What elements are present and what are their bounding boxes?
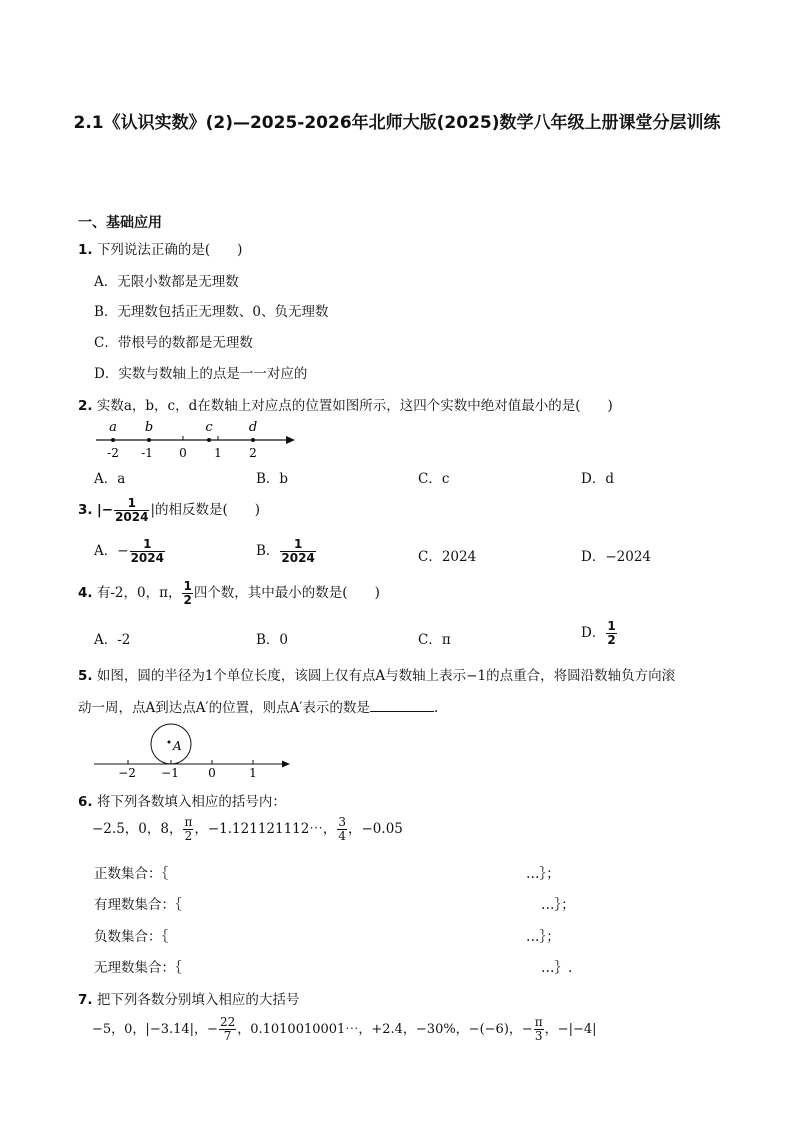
q1-option-a: A．无限小数都是无理数 bbox=[94, 274, 239, 290]
q2-option-a: A．a bbox=[94, 471, 126, 487]
tick-label: 2 bbox=[249, 446, 257, 460]
question-number: 5. bbox=[78, 668, 93, 684]
fraction-denominator: 7 bbox=[219, 1029, 236, 1043]
fraction-numerator: 1 bbox=[183, 579, 192, 593]
fraction-numerator: 1 bbox=[293, 537, 303, 551]
question-stem: 动一周，点A到达点A′的位置，则点A′表示的数是 bbox=[78, 700, 370, 716]
set-positive-end: …｝； bbox=[526, 866, 560, 882]
number-list-text: ，−1.121121112⋯， bbox=[194, 821, 337, 837]
section-heading: 一、基础应用 bbox=[78, 215, 162, 231]
tick-label: 1 bbox=[214, 446, 222, 460]
q3-option-b bbox=[256, 538, 317, 565]
fraction-numerator: 1 bbox=[127, 496, 136, 510]
answer-blank[interactable] bbox=[370, 699, 434, 712]
fraction-numerator: π bbox=[184, 815, 193, 829]
fraction-denominator: 2 bbox=[607, 633, 616, 647]
fraction-denominator: 2024 bbox=[281, 551, 315, 565]
q4-option-d bbox=[581, 620, 618, 647]
fraction-denominator: 2024 bbox=[115, 510, 149, 524]
question-stem: 下列说法正确的是( ) bbox=[96, 242, 243, 258]
question-stem: 四个数，其中最小的数是( ) bbox=[193, 585, 380, 601]
question-5-line2 bbox=[78, 696, 438, 716]
set-positive-label: 正数集合：｛ bbox=[94, 866, 169, 882]
number-line-figure bbox=[90, 415, 300, 463]
point-label-a: a bbox=[109, 420, 117, 435]
question-number: 2. bbox=[78, 398, 93, 414]
question-4 bbox=[78, 580, 380, 607]
tick-label: -2 bbox=[107, 446, 119, 460]
fraction bbox=[130, 538, 165, 565]
period: . bbox=[433, 700, 439, 716]
fraction-denominator: 4 bbox=[338, 829, 346, 843]
question-6 bbox=[78, 790, 286, 810]
question-stem: 将下列各数填入相应的括号内： bbox=[96, 794, 286, 810]
set-irrational-label: 无理数集合：｛ bbox=[94, 960, 182, 976]
page-title: 2.1《认识实数》(2)—2025-2026年北师大版(2025)数学八年级上册课堂分层训练 bbox=[73, 113, 721, 133]
fraction-numerator: 1 bbox=[143, 537, 152, 551]
q2-option-b: B．b bbox=[256, 471, 289, 487]
axis-arrow bbox=[286, 436, 295, 444]
q4-option-b: B．0 bbox=[256, 632, 289, 648]
fraction bbox=[606, 620, 616, 647]
fraction bbox=[337, 816, 347, 843]
option-label: B． bbox=[256, 543, 280, 559]
question-stem: 实数a，b，c，d在数轴上对应点的位置如图所示，这四个实数中绝对值最小的是( ) bbox=[96, 398, 613, 414]
point-c bbox=[207, 438, 211, 442]
fraction-denominator: 2 bbox=[184, 829, 193, 843]
number-list-text: ，−0.05 bbox=[348, 821, 403, 837]
number-list-text: ，−|−4| bbox=[544, 1022, 597, 1037]
set-rational-end: …｝； bbox=[541, 897, 575, 913]
fraction-numerator: 1 bbox=[607, 619, 616, 633]
q3-option-d: D．−2024 bbox=[581, 549, 651, 565]
question-number: 4. bbox=[78, 585, 93, 601]
question-5 bbox=[78, 664, 675, 684]
question-7 bbox=[78, 988, 299, 1008]
fraction-numerator: π bbox=[534, 1015, 543, 1029]
q1-option-d: D．实数与数轴上的点是一一对应的 bbox=[94, 366, 308, 382]
fraction bbox=[280, 538, 315, 565]
set-negative-label: 负数集合：｛ bbox=[94, 929, 169, 945]
question-stem: |的相反数是( ) bbox=[150, 502, 261, 518]
number-list-text: ，0.1010010001⋯，+2.4，−30%，−(−6)，− bbox=[237, 1022, 533, 1037]
tick-label: -1 bbox=[141, 446, 153, 460]
fraction bbox=[219, 1016, 236, 1043]
question-number: 7. bbox=[78, 992, 93, 1008]
question-2 bbox=[78, 394, 613, 414]
tick-label: 0 bbox=[208, 766, 216, 780]
number-list-text: −5，0，|−3.14|，− bbox=[92, 1022, 218, 1037]
number-list-text: −2.5，0，8， bbox=[92, 821, 183, 837]
point-a-dot bbox=[168, 741, 171, 744]
axis-arrow bbox=[282, 761, 290, 768]
tick-label: −2 bbox=[118, 766, 136, 780]
q2-option-c: C．c bbox=[418, 471, 450, 487]
point-label-a: A bbox=[173, 739, 182, 753]
point-label-b: b bbox=[144, 420, 154, 435]
set-rational-label: 有理数集合：｛ bbox=[94, 897, 182, 913]
minus-sign: − bbox=[117, 543, 129, 559]
question-1 bbox=[78, 238, 242, 258]
tick-label: 1 bbox=[249, 766, 257, 780]
fraction-numerator: 3 bbox=[338, 815, 346, 829]
q4-option-a: A．-2 bbox=[94, 632, 131, 648]
question-number: 6. bbox=[78, 794, 93, 810]
question-number: 1. bbox=[78, 242, 93, 258]
point-label-d: d bbox=[248, 420, 258, 435]
point-label-c: c bbox=[205, 420, 213, 435]
question-stem: 有-2，0，π， bbox=[96, 585, 182, 601]
question-3 bbox=[78, 497, 260, 524]
fraction-denominator: 2 bbox=[183, 593, 192, 607]
q1-option-b: B．无理数包括正无理数、0、负无理数 bbox=[94, 304, 329, 320]
option-label: D． bbox=[581, 625, 606, 641]
q3-option-c: C．2024 bbox=[418, 549, 477, 565]
question-number: 3. bbox=[78, 502, 93, 518]
set-irrational-end: …｝. bbox=[541, 960, 573, 976]
q6-number-list bbox=[92, 816, 403, 843]
abs-bar-open: |− bbox=[96, 502, 114, 518]
point-d bbox=[251, 438, 255, 442]
fraction bbox=[114, 497, 149, 524]
circle bbox=[151, 724, 191, 764]
q7-number-list bbox=[92, 1016, 597, 1043]
point-b bbox=[147, 438, 151, 442]
q2-option-d: D．d bbox=[581, 471, 614, 487]
fraction-denominator: 3 bbox=[534, 1029, 543, 1043]
question-stem: 把下列各数分别填入相应的大括号 bbox=[96, 992, 300, 1008]
point-a bbox=[111, 438, 115, 442]
q3-option-a bbox=[94, 538, 166, 565]
tick-label: −1 bbox=[161, 766, 179, 780]
q1-option-c: C．带根号的数都是无理数 bbox=[94, 335, 253, 351]
rolling-circle-figure bbox=[90, 720, 300, 780]
option-label: A． bbox=[94, 543, 118, 559]
fraction bbox=[182, 580, 192, 607]
fraction-numerator: 22 bbox=[219, 1015, 236, 1029]
q4-option-c: C．π bbox=[418, 632, 451, 648]
question-stem: 如图，圆的半径为1个单位长度，该圆上仅有点A与数轴上表示−1的点重合，将圆沿数轴负方向滚 bbox=[96, 668, 676, 684]
tick-label: 0 bbox=[179, 446, 187, 460]
set-negative-end: …｝； bbox=[526, 929, 560, 945]
fraction bbox=[534, 1016, 544, 1043]
fraction-denominator: 2024 bbox=[130, 551, 164, 565]
fraction bbox=[183, 816, 193, 843]
